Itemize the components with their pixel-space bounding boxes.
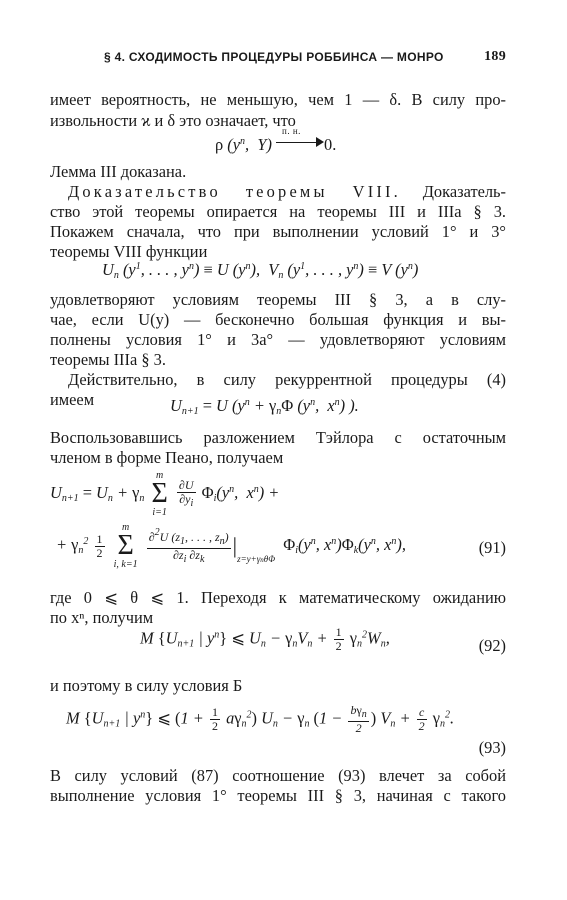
header-title: § 4. СХОДИМОСТЬ ПРОЦЕДУРЫ РОББИНСА — МОНРО xyxy=(104,50,444,64)
equation-expectation: M {$U_{n+1}$ | $y^n$} ⩽ $U_n - \gamma_nV_n$ + $\frac{1}{2}$ $\gamma_n^2W_n$, xyxy=(140,625,390,653)
running-header xyxy=(104,50,506,64)
text-line: Действительно, в силу рекуррентной процедуры (4) xyxy=(68,370,506,389)
theorem-proof-heading: Доказательство теоремы VIII. xyxy=(68,182,401,201)
equation-number: (91) xyxy=(478,538,506,557)
text-line: В силу условий (87) соотношение (93) влечет за собой xyxy=(50,766,506,785)
equation-taylor-line2: + $\gamma_n^2$ $\frac{1}{2}$ m Σ i, k=1 $\frac{\partial^2U (z_1, . . . , z_n)}{\partial z_i \partial z_k}$ $|_{z=y+\gamma n\theta\Phi}$ $\Phi_i(y^n$, $x^n)\Phi_k(y^n$, $x^n$), xyxy=(56,522,406,570)
text-line: теоремы IIIa § 3. xyxy=(50,350,166,369)
text-line: имеем xyxy=(50,390,95,409)
text-line: удовлетворяют условиям теоремы III § 3, а в слу- xyxy=(50,290,506,309)
text-line: ство этой теоремы опирается на теоремы III и IIIa § 3. xyxy=(50,202,506,221)
text-line: Лемма III доказана. xyxy=(50,162,187,181)
text-line: Доказательство теоремы VIII. Доказатель- xyxy=(68,182,506,201)
text-line: выполнение условия 1° теоремы III § 3, начиная с такого xyxy=(50,786,506,805)
equation-functions: $U_n$ ($y^1$, . . . , $y^n) \equiv U$ $(y^n)$, $V_n$ ($y^1$, . . . , $y^n) \equiv V$ $(y^n)$ xyxy=(102,260,419,281)
equation-condition-b: M {$U_{n+1}$ | $y^n$} ⩽ (1 + $\frac{1}{2}$ $a\gamma_n^2$) $U_n - \gamma_n$ (1 − $\frac{b\gamma_n}{2}$ ) $V_n$ + $\frac{c}{2}$ $\gamma_n^2$. xyxy=(66,703,455,735)
text-line: полнены условия 1° и 3а° — удовлетворяют условиям xyxy=(50,330,506,349)
equation-number: (92) xyxy=(478,636,506,655)
equation-convergence: ρ ($y^n$, Y) п. н. 0. xyxy=(215,126,337,154)
equation-number: (93) xyxy=(478,738,506,757)
text-line: членом в форме Пеано, получаем xyxy=(50,448,284,467)
text-line: чае, если U(y) — бесконечно большая функция и вы- xyxy=(50,310,506,329)
text-line: извольности ϰ и δ это означает, что xyxy=(50,111,296,130)
text-line: по xⁿ, получим xyxy=(50,608,154,627)
text-line: Воспользовавшись разложением Тэйлора с остаточным xyxy=(50,428,506,447)
page-number: 189 xyxy=(484,49,506,64)
text-line: Покажем сначала, что при выполнении условий 1° и 3° xyxy=(50,222,506,241)
equation-recurrence: $U_{n+1} = U$ ($y^n + \gamma_n\Phi$ ($y^n$, $x^n$) ). xyxy=(170,396,359,417)
text-line: имеет вероятность, не меньшую, чем 1 — δ. В силу про- xyxy=(50,90,506,109)
text-line: где 0 ⩽ θ ⩽ 1. Переходя к математическому ожиданию xyxy=(50,588,506,607)
arrow-icon xyxy=(276,126,324,148)
equation-taylor-line1: $U_{n+1} = U_n + \gamma_n$ m Σ i=1 $\frac{\partial U}{\partial y_i}$ $\Phi_i(y^n$, $x^n$) + xyxy=(50,470,280,518)
text-line: и поэтому в силу условия Б xyxy=(50,676,243,695)
text-line: теоремы VIII функции xyxy=(50,242,208,261)
arrow-label: п. н. xyxy=(282,126,301,136)
